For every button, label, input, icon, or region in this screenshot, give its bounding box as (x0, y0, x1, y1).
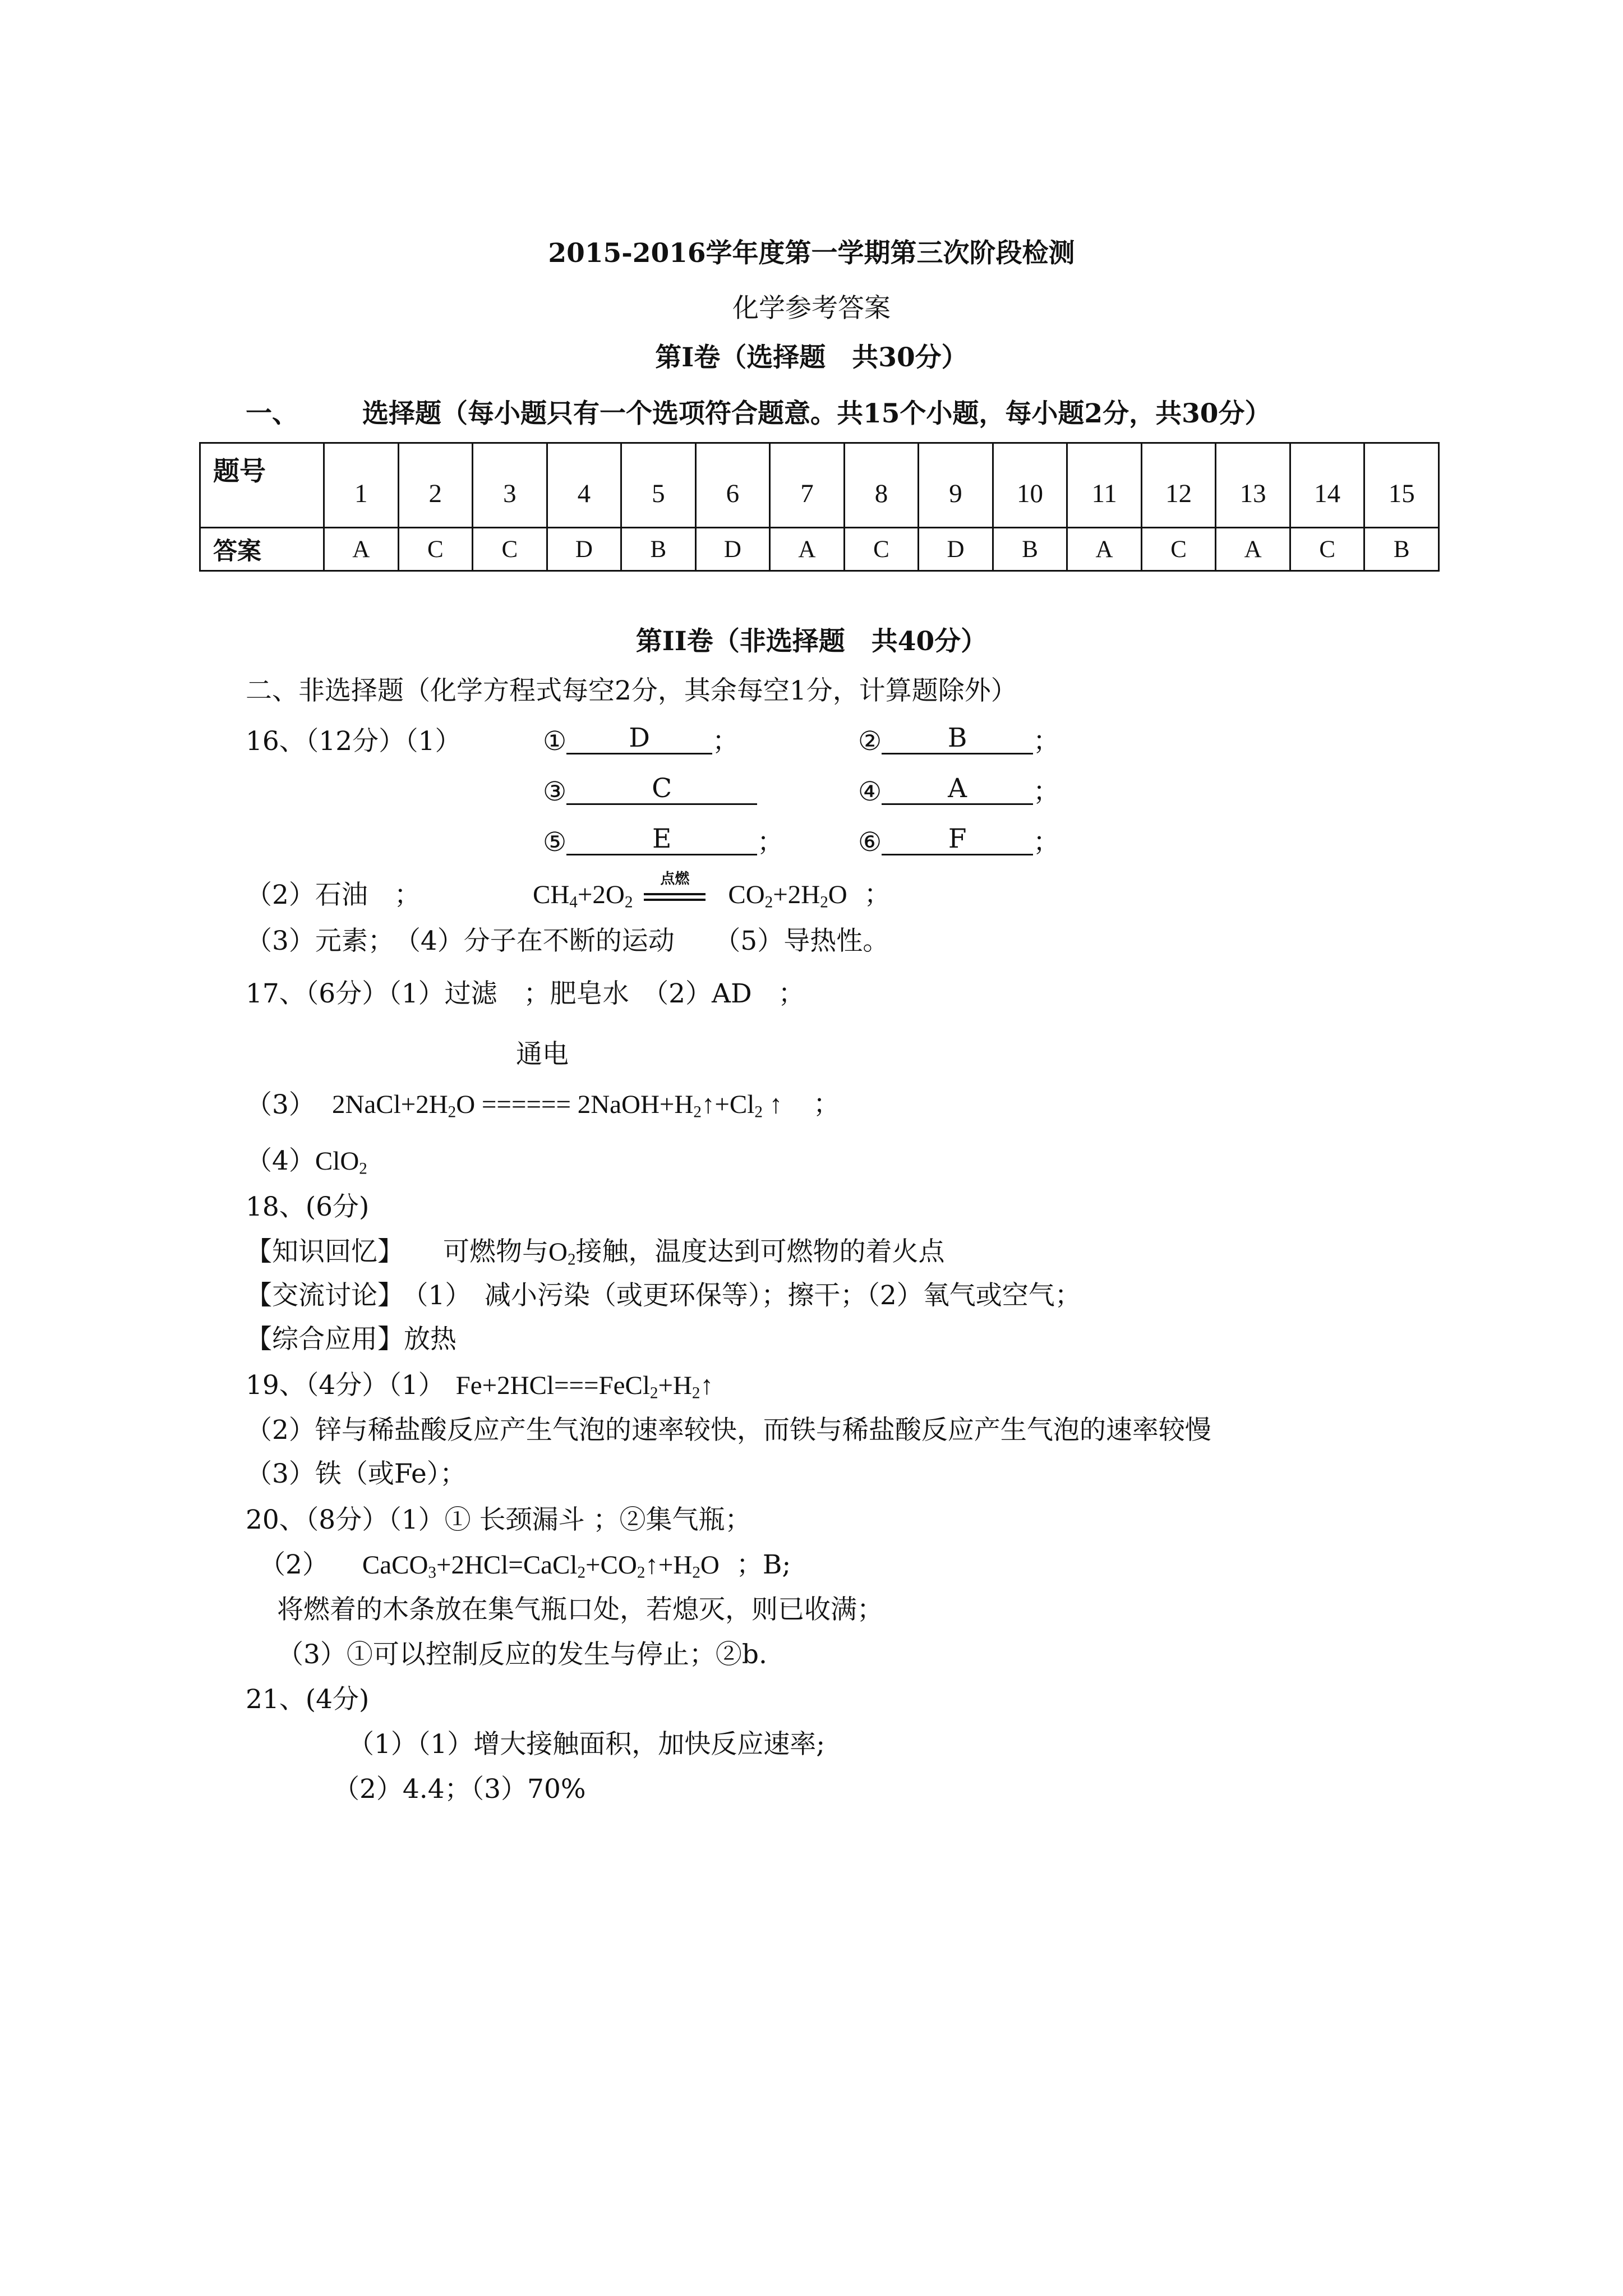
q19-part3: （3）铁（或Fe）； (246, 1458, 467, 1489)
q16-part3: （3）元素； （4）分子在不断的运动 （5）导热性。 (246, 926, 889, 956)
q16-blank-5: ⑤ E ； (543, 823, 784, 858)
question-number: 7 (770, 443, 845, 528)
q16-blank-4: ④ A ； (858, 773, 1060, 807)
part2-heading: 第II卷（非选择题 共40分） (635, 626, 988, 657)
blank-answer: F (882, 825, 1033, 855)
answer-cell: D (695, 528, 770, 571)
question-number: 6 (695, 443, 770, 528)
q19-part2: （2）锌与稀盐酸反应产生气泡的速率较快，而铁与稀盐酸反应产生气泡的速率较慢 (246, 1415, 1211, 1446)
q16-label: 16、（12分）（1） (246, 726, 462, 757)
document-subtitle: 化学参考答案 (732, 293, 891, 324)
q18-application-line: 【综合应用】放热 (246, 1324, 457, 1355)
q20-line1: 20、（8分）（1）① 长颈漏斗 ；②集气瓶； (246, 1504, 751, 1535)
blank-answer: A (882, 774, 1033, 805)
q18-tag-application: 【综合应用】 (246, 1324, 404, 1355)
answer-cell: B (621, 528, 696, 571)
reaction-arrow: 点燃 (644, 889, 706, 905)
question-number: 1 (324, 443, 399, 528)
q21-part1: （1）（1）增大接触面积，加快反应速率; (348, 1729, 826, 1760)
q17-part3-label: （3） (246, 1089, 315, 1120)
blank-answer: C (566, 774, 757, 805)
q16-part2-label: （2）石油 ； (246, 880, 421, 910)
q16-blank-3: ③ C (543, 774, 757, 805)
q16-equation: $CH_4+2O_2$ 点燃 $CO_2+2H_2O$ ； (533, 871, 891, 912)
q20-part2b: 将燃着的木条放在集气瓶口处，若熄灭，则已收满； (277, 1594, 883, 1625)
answer-cell: A (324, 528, 399, 571)
table-row-answers (200, 528, 1439, 571)
q18-knowledge-line: 【知识回忆】 可燃物与$O_2$接触，温度达到可燃物的着火点 (246, 1236, 945, 1269)
q18-discussion-line: 【交流讨论】 （1） 减小污染（或更环保等）；擦干；（2）氧气或空气； (246, 1280, 1081, 1311)
q16-blank-2: ② B ； (858, 723, 1060, 757)
q16-blank-6: ⑥ F ； (858, 823, 1060, 858)
question-number: 13 (1216, 443, 1290, 528)
question-number: 10 (993, 443, 1067, 528)
question-number: 5 (621, 443, 696, 528)
q16-blank-1: ① D ； (543, 723, 739, 757)
answer-cell: C (398, 528, 473, 571)
section1-heading: 选择题（每小题只有一个选项符合题意。共15个小题，每小题2分，共30分） (362, 398, 1271, 429)
document-title: 2015-2016学年度第一学期第三次阶段检测 (548, 238, 1075, 269)
q17-equation: $2NaCl+2H_2O$ ====== $2NaOH+H_2↑+Cl_2$ ↑ ； (332, 1090, 840, 1121)
answer-cell: C (1141, 528, 1216, 571)
q17-part4: （4）ClO$_2$ (246, 1145, 367, 1178)
answer-cell: C (844, 528, 919, 571)
section1-index: 一、 (246, 398, 298, 429)
q18-label: 18、(6分) (246, 1191, 370, 1222)
question-number: 4 (547, 443, 621, 528)
answer-cell: C (473, 528, 547, 571)
answer-cell: A (1216, 528, 1290, 571)
question-number: 9 (919, 443, 993, 528)
part1-heading: 第I卷（选择题 共30分） (655, 342, 968, 373)
answer-cell: B (993, 528, 1067, 571)
question-number: 12 (1141, 443, 1216, 528)
row-label-answer: 答案 (200, 528, 324, 571)
answer-cell: A (1067, 528, 1142, 571)
q17-condition: 通电 (516, 1039, 569, 1070)
q19-line1: 19、（4分）（1） $Fe+2HCl===FeCl_2+H_2↑$ (246, 1370, 713, 1402)
answer-cell: B (1364, 528, 1439, 571)
answer-cell: C (1290, 528, 1364, 571)
q18-tag-discussion: 【交流讨论】 (246, 1280, 404, 1311)
table-row-numbers (200, 443, 1439, 528)
row-label-number: 题号 (200, 443, 324, 528)
question-number: 3 (473, 443, 547, 528)
answer-cell: A (770, 528, 845, 571)
question-number: 11 (1067, 443, 1142, 528)
section2-heading: 二、非选择题（化学方程式每空2分，其余每空1分，计算题除外） (246, 675, 1017, 706)
question-number: 14 (1290, 443, 1364, 528)
q20-part3: （3）①可以控制反应的发生与停止；②b. (277, 1639, 767, 1670)
q21-part2: （2）4.4；（3）70% (333, 1774, 586, 1805)
answer-table (199, 442, 1440, 572)
question-number: 2 (398, 443, 473, 528)
answer-cell: D (919, 528, 993, 571)
question-number: 8 (844, 443, 919, 528)
q17-line1: 17、（6分）（1）过滤 ；肥皂水 （2）AD ； (246, 978, 805, 1009)
answer-cell: D (547, 528, 621, 571)
q20-part2-line: （2） $CaCO_3+2HCl=CaCl_2+CO_2↑+H_2O$ ；B; (259, 1549, 791, 1582)
q21-label: 21、(4分) (246, 1684, 370, 1715)
blank-answer: D (566, 724, 712, 754)
blank-answer: B (882, 724, 1033, 754)
question-number: 15 (1364, 443, 1439, 528)
q18-tag-knowledge: 【知识回忆】 (246, 1236, 404, 1267)
blank-answer: E (566, 825, 757, 855)
